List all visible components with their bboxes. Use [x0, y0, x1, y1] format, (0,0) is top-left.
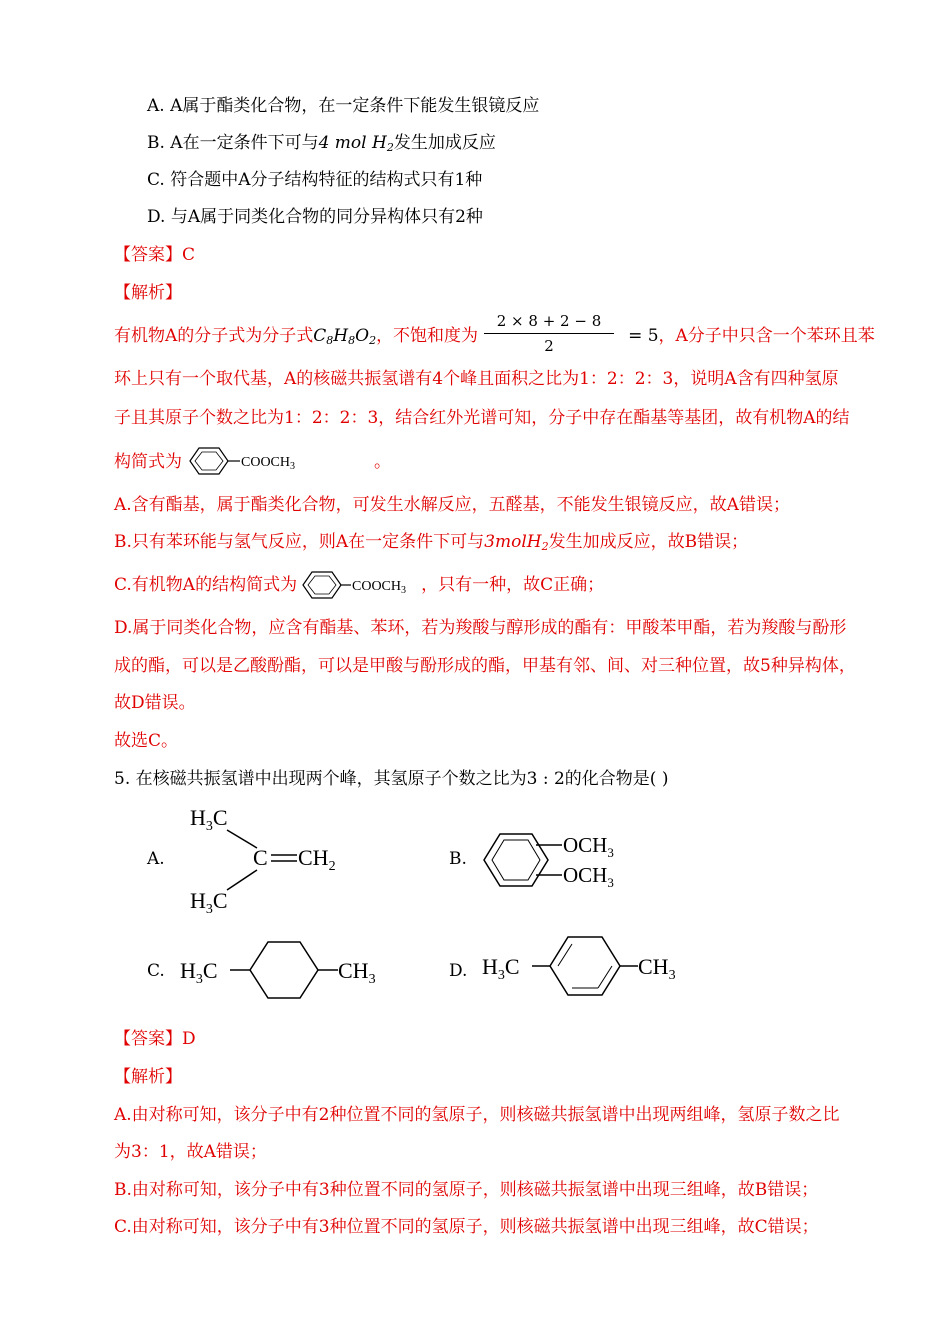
svg-text:C: C: [253, 845, 268, 870]
molecular-formula: $C_8H_8O_2$: [313, 326, 377, 347]
svg-text:COOCH3: $COOCH_3$: [352, 579, 407, 596]
svg-text:CH3: $CH_3$: [638, 954, 676, 983]
svg-text:CH2: $CH_2$: [298, 845, 336, 874]
p-xylene-structure: [480, 932, 695, 998]
q5-analysis-b: B.由对称可知，该分子中有3种位置不同的氢原子，则核磁共振氢谱中出现三组峰，故B错误；: [114, 1180, 819, 1200]
analysis-d-line-3: 故D错误。: [114, 693, 196, 713]
q5-analysis-a-line-2: 为3：1，故A错误；: [114, 1142, 267, 1162]
analysis-line-2: 环上只有一个取代基，A的核磁共振氢谱有4个峰且面积之比为1：2：2：3，说明A含有四种氢原: [114, 369, 839, 389]
dimethylcyclohexane-structure: [178, 936, 393, 1002]
methyl-benzoate-structure-2: [299, 568, 423, 602]
svg-text:CH3: $CH_3$: [338, 958, 376, 987]
conclusion: 故选C。: [114, 731, 179, 751]
svg-text:H3C: $H_3C$: [190, 888, 228, 917]
option-b-text-end: 发生加成反应: [393, 133, 496, 153]
option-d: D. 与A属于同类化合物的同分异构体只有2种: [147, 207, 483, 227]
analysis-a: A.含有酯基，属于酯类化合物，可发生水解反应，五醛基，不能发生银镜反应，故A错误；: [114, 495, 790, 515]
fraction-result: = 5: [628, 326, 659, 346]
q5-option-a-label: A.: [147, 849, 165, 869]
q5-analysis-a-line-1: A.由对称可知，该分子中有2种位置不同的氢原子，则核磁共振氢谱中出现两组峰，氢原子数之比: [114, 1105, 840, 1125]
option-b-math: 4 mol $H_2$: [318, 133, 394, 154]
fraction-bar: [484, 333, 614, 334]
dimethoxybenzene-structure: [478, 818, 638, 896]
q5-option-d-label: D.: [449, 961, 468, 981]
option-c: C. 符合题中A分子结构特征的结构式只有1种: [147, 170, 483, 190]
isobutylene-structure: [185, 800, 365, 918]
methyl-benzoate-structure-1: [180, 444, 376, 478]
option-a: A. A属于酯类化合物，在一定条件下能发生银镜反应: [147, 96, 540, 116]
analysis-line-4: 构简式为 。: [114, 452, 391, 472]
analysis-b: B.只有苯环能与氢气反应，则A在一定条件下可与3molH$_2$发生加成反应，故B错误；: [114, 532, 749, 553]
answer-label: 【答案】C: [114, 245, 196, 265]
option-b: [147, 132, 496, 159]
option-b-text: B. A在一定条件下可与: [147, 133, 319, 153]
analysis-line-3: 子且其原子个数之比为1：2：2：3，结合红外光谱可知，分子中存在酯基等基团，故有机物A的结: [114, 408, 850, 428]
q5-option-c-label: C.: [147, 961, 165, 981]
analysis-b-math: 3molH$_2$: [484, 532, 549, 553]
q5-answer-label: 【答案】D: [114, 1029, 196, 1049]
svg-text:H3C: $H_3C$: [482, 954, 520, 983]
question-5-stem: 5. 在核磁共振氢谱中出现两个峰，其氢原子个数之比为3 : 2的化合物是( ): [114, 769, 669, 789]
svg-text:OCH3: $OCH_3$: [563, 833, 614, 860]
svg-text:OCH3: $OCH_3$: [563, 863, 614, 890]
svg-text:COOCH3: $COOCH_3$: [241, 455, 296, 472]
fraction-denominator: 2: [544, 337, 554, 355]
fraction-numerator: 2 × 8 + 2 − 8: [496, 312, 602, 330]
svg-text:H3C: $H_3C$: [190, 805, 228, 834]
q5-analysis-label: 【解析】: [114, 1067, 182, 1087]
analysis-line-1: 有机物A的分子式为分子式$C_8H_8O_2$，不饱和度为 = 5，A分子中只含一个苯环且苯: [114, 326, 875, 347]
svg-text:H3C: $H_3C$: [180, 958, 218, 987]
analysis-label: 【解析】: [114, 283, 182, 303]
analysis-d-line-1: D.属于同类化合物，应含有酯基、苯环，若为羧酸与醇形成的酯有：甲酸苯甲酯，若为羧酸与酚形: [114, 618, 847, 638]
analysis-d-line-2: 成的酯，可以是乙酸酚酯，可以是甲酸与酚形成的酯，甲基有邻、间、对三种位置，故5种异构体，: [114, 656, 856, 676]
q5-option-b-label: B.: [449, 849, 467, 869]
q5-analysis-c: C.由对称可知，该分子中有3种位置不同的氢原子，则核磁共振氢谱中出现三组峰，故C错误；: [114, 1217, 819, 1237]
analysis-c: C.有机物A的结构简式为 ，只有一种，故C正确；: [114, 575, 605, 595]
